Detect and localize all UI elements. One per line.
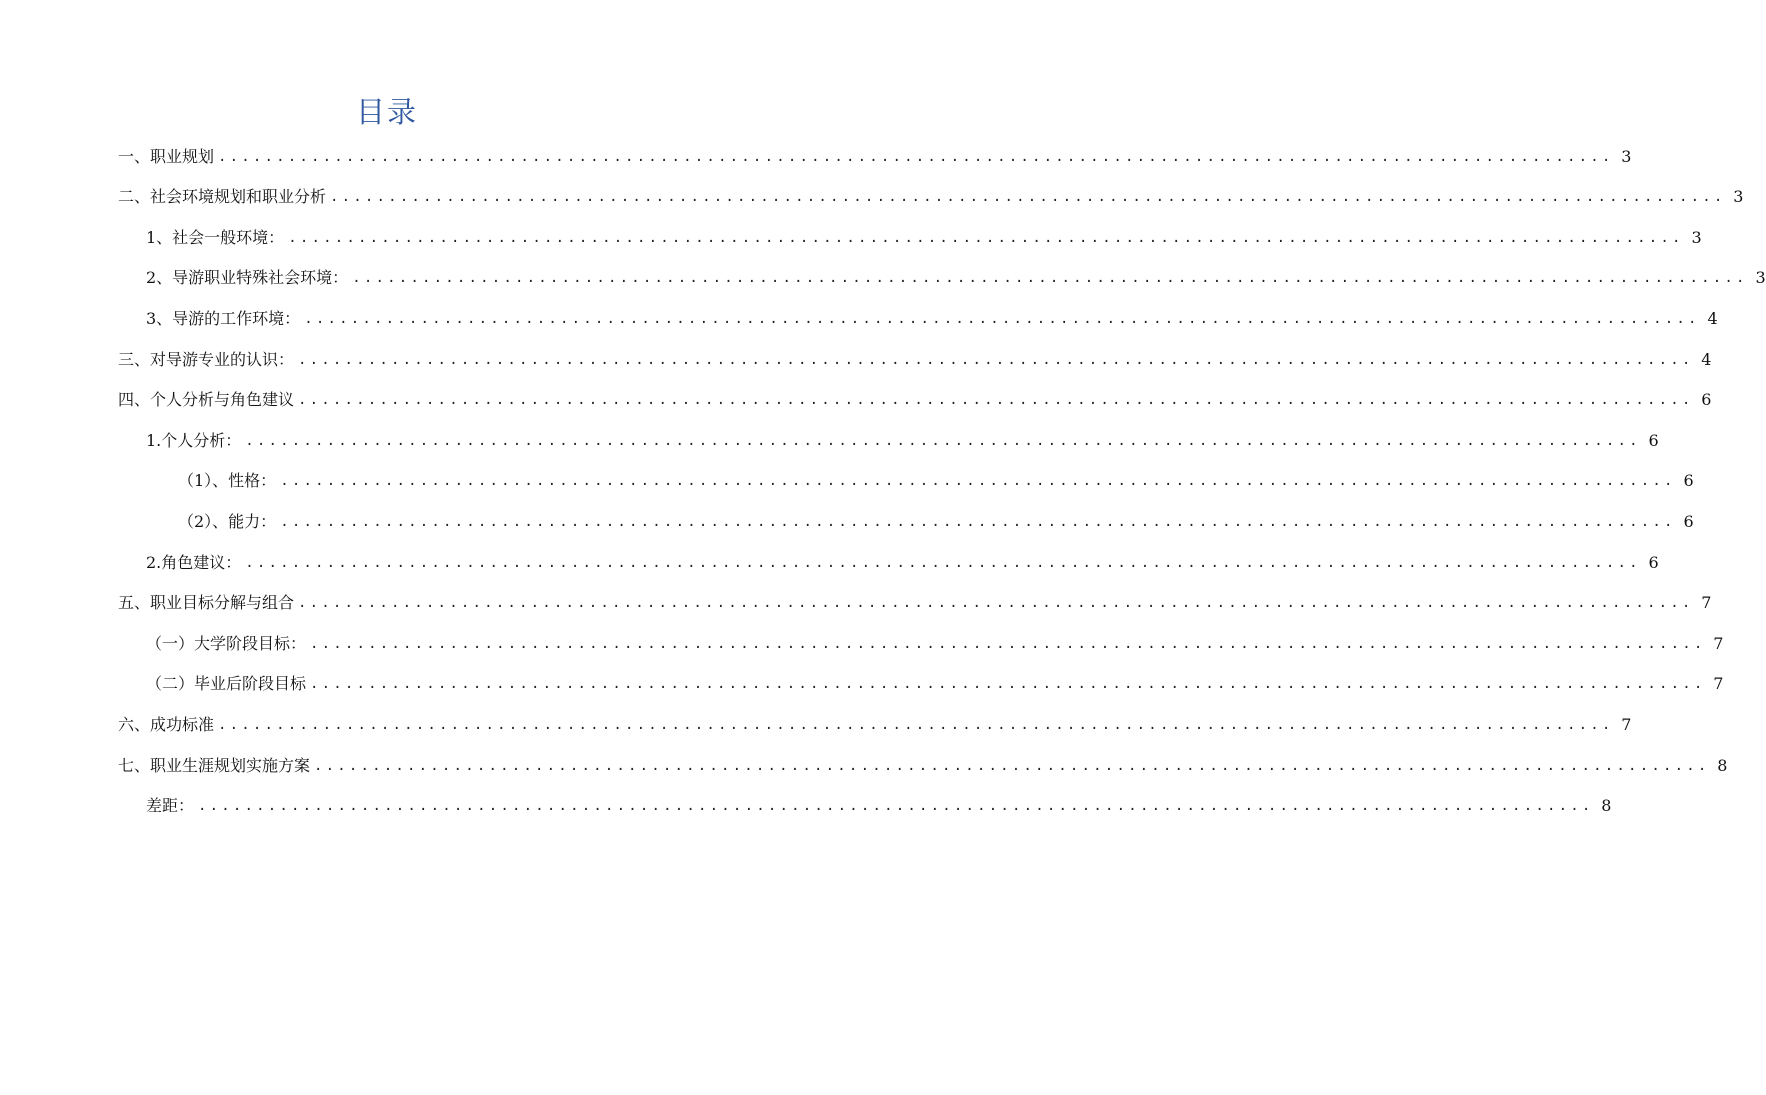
toc-dot-leader: ........................................................................................................................	[310, 636, 1706, 652]
toc-page-number: 6	[1683, 471, 1694, 490]
toc-page-number: 6	[1683, 512, 1694, 531]
toc-page-number: 3	[1733, 187, 1744, 206]
toc-dot-leader: ........................................................................................................................	[298, 352, 1694, 368]
toc-dot-leader: ........................................................................................................................	[245, 433, 1641, 449]
toc-entry-label: （二）毕业后阶段目标	[146, 674, 307, 693]
toc-dot-leader: ........................................................................................................................	[330, 189, 1726, 205]
toc-page-number: 7	[1701, 593, 1712, 612]
toc-page-number: 3	[1755, 268, 1766, 287]
toc-entry-label: （1）、性格：	[178, 471, 277, 490]
toc-page-number: 7	[1713, 674, 1724, 693]
toc-entry-label: 2、导游职业特殊社会环境：	[146, 268, 349, 287]
toc-dot-leader: ........................................................................................................................	[314, 758, 1710, 774]
toc-entry[interactable]	[146, 788, 1612, 818]
toc-page-number: 8	[1601, 796, 1612, 815]
toc-page-number: 3	[1621, 147, 1632, 166]
toc-dot-leader: ........................................................................................................................	[245, 555, 1641, 571]
toc-entry[interactable]	[146, 301, 1718, 331]
toc-page-number: 4	[1701, 350, 1712, 369]
toc-entry-label: 1、社会一般环境：	[146, 228, 285, 247]
toc-entry-label: 七、职业生涯规划实施方案	[118, 756, 311, 775]
toc-entry-label: 五、职业目标分解与组合	[118, 593, 295, 612]
toc-entry-label: 三、对导游专业的认识：	[118, 350, 295, 369]
toc-entry[interactable]	[146, 423, 1659, 453]
toc-dot-leader: ........................................................................................................................	[352, 270, 1748, 286]
toc-entry[interactable]	[146, 666, 1724, 696]
toc-page-number: 6	[1701, 390, 1712, 409]
toc-entry-label: （一）大学阶段目标：	[146, 634, 307, 653]
toc-entry[interactable]	[118, 382, 1712, 412]
toc-entry-label: 3、导游的工作环境：	[146, 309, 301, 328]
toc-entry-label: 一、职业规划	[118, 147, 215, 166]
toc-entry-label: 二、社会环境规划和职业分析	[118, 187, 327, 206]
toc-entry-label: 六、成功标准	[118, 715, 215, 734]
toc-page-number: 6	[1648, 553, 1659, 572]
toc-entry[interactable]	[118, 139, 1632, 169]
toc-page-number: 3	[1691, 228, 1702, 247]
toc-entry-label: 差距：	[146, 796, 195, 815]
toc-page-number: 6	[1648, 431, 1659, 450]
toc-entry[interactable]	[146, 626, 1724, 656]
toc-entry[interactable]	[118, 707, 1632, 737]
toc-entry[interactable]	[178, 463, 1694, 493]
toc-dot-leader: ........................................................................................................................	[298, 392, 1694, 408]
toc-entry[interactable]	[118, 179, 1744, 209]
toc-page-number: 7	[1713, 634, 1724, 653]
toc-entry-label: 2.角色建议：	[146, 553, 242, 572]
toc-entry[interactable]	[118, 585, 1712, 615]
toc-entry[interactable]	[178, 504, 1694, 534]
toc-page-number: 8	[1717, 756, 1728, 775]
toc-entry[interactable]	[146, 220, 1702, 250]
toc-dot-leader: ........................................................................................................................	[218, 149, 1614, 165]
toc-dot-leader: ........................................................................................................................	[280, 473, 1676, 489]
toc-page-number: 7	[1621, 715, 1632, 734]
toc-dot-leader: ........................................................................................................................	[280, 514, 1676, 530]
toc-dot-leader: ........................................................................................................................	[298, 595, 1694, 611]
toc-dot-leader: ........................................................................................................................	[198, 798, 1594, 814]
toc-dot-leader: ........................................................................................................................	[218, 717, 1614, 733]
toc-dot-leader: ........................................................................................................................	[288, 230, 1684, 246]
toc-page-number: 4	[1707, 309, 1718, 328]
toc-entry-label: 四、个人分析与角色建议	[118, 390, 295, 409]
toc-entry[interactable]	[146, 260, 1766, 290]
toc-entry-label: （2）、能力：	[178, 512, 277, 531]
toc-entry-label: 1.个人分析：	[146, 431, 242, 450]
toc-dot-leader: ........................................................................................................................	[304, 311, 1700, 327]
toc-entry[interactable]	[118, 748, 1728, 778]
toc-dot-leader: ........................................................................................................................	[310, 676, 1706, 692]
toc-entry[interactable]	[118, 342, 1712, 372]
toc-entry[interactable]	[146, 545, 1659, 575]
toc-title: 目录	[355, 95, 418, 129]
